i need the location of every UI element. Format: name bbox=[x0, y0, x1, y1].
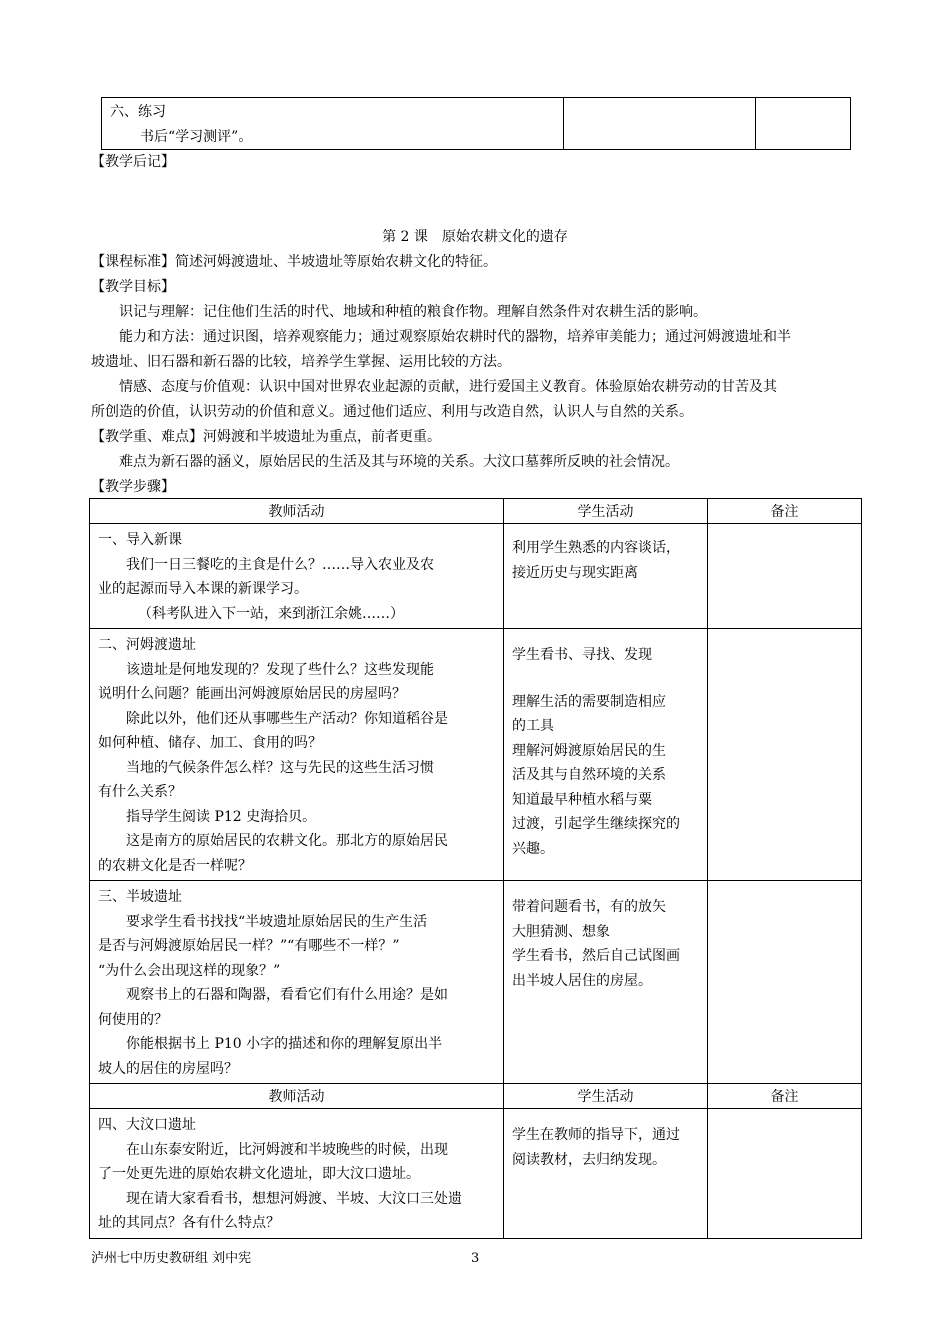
teacher-line: 说明什么问题？能画出河姆渡原始居民的房屋吗？ bbox=[98, 686, 406, 702]
teacher-line: 现在请大家看看书，想想河姆渡、半坡、大汶口三处遗 bbox=[126, 1190, 462, 1207]
student-line: 理解河姆渡原始居民的生 bbox=[512, 742, 666, 759]
teacher-line: 该遗址是何地发现的？发现了些什么？这些发现能 bbox=[126, 661, 434, 678]
table-header-row bbox=[90, 499, 862, 524]
teacher-line: 指导学生阅读 P12 史海拾贝。 bbox=[126, 808, 317, 825]
header-student: 学生活动 bbox=[504, 499, 708, 524]
student-line: 理解生活的需要制造相应 bbox=[512, 693, 666, 710]
table-row bbox=[90, 881, 862, 1084]
student-line: 知道最早种植水稻与粟 bbox=[512, 791, 652, 808]
student-activity-cell bbox=[504, 881, 708, 1084]
teacher-line: 址的其同点？各有什么特点？ bbox=[98, 1215, 280, 1231]
teacher-line: 在山东泰安附近，比河姆渡和半坡晚些的时候，出现 bbox=[126, 1141, 448, 1158]
teaching-steps-table bbox=[89, 498, 862, 1239]
teacher-line: 有什么关系？ bbox=[98, 784, 182, 800]
teacher-line: 了一处更先进的原始农耕文化遗址，即大汶口遗址。 bbox=[98, 1166, 420, 1182]
top-table-teacher-cell bbox=[102, 98, 564, 150]
student-line: 学生看书，然后自己试图画 bbox=[512, 948, 680, 964]
student-activity-cell bbox=[504, 524, 708, 629]
header-teacher: 教师活动 bbox=[90, 499, 504, 524]
student-line bbox=[512, 1113, 701, 1123]
steps-heading: 【教学步骤】 bbox=[91, 479, 175, 495]
teacher-line: 是否与河姆渡原始居民一样？”“有哪些不一样？” bbox=[98, 938, 400, 954]
objective-ability-cont: 坡遗址、旧石器和新石器的比较，培养学生掌握、运用比较的方法。 bbox=[91, 354, 511, 370]
teacher-line: 何使用的？ bbox=[98, 1011, 168, 1028]
table-row bbox=[90, 1109, 862, 1239]
lesson-title: 第 2 课 原始农耕文化的遗存 bbox=[382, 229, 568, 245]
student-line: 阅读教材，去归纳发现。 bbox=[512, 1151, 666, 1168]
top-section-heading: 六、练习 bbox=[110, 104, 166, 120]
teacher-activity-cell bbox=[90, 629, 504, 881]
student-line: 出半坡人居住的房屋。 bbox=[512, 972, 652, 989]
student-line: 利用学生熟悉的内容谈话， bbox=[512, 540, 680, 556]
section-heading: 四、大汶口遗址 bbox=[98, 1117, 196, 1133]
note-cell bbox=[708, 1109, 862, 1239]
student-line: 学生在教师的指导下，通过 bbox=[512, 1127, 680, 1143]
student-line: 活及其与自然环境的关系 bbox=[512, 767, 666, 783]
header-note: 备注 bbox=[708, 499, 862, 524]
top-table bbox=[101, 97, 851, 150]
student-line: 学生看书、寻找、发现 bbox=[512, 647, 652, 663]
teacher-line: 你能根据书上 P10 小字的描述和你的理解复原出半 bbox=[126, 1036, 443, 1052]
footer-author: 泸州七中历史教研组 刘中宪 bbox=[91, 1251, 252, 1266]
student-line: 大胆猜测、想象 bbox=[512, 923, 610, 940]
teacher-line: （科考队进入下一站，来到浙江余姚……） bbox=[138, 605, 404, 622]
student-line: 兴趣。 bbox=[512, 840, 554, 857]
section-heading: 三、半坡遗址 bbox=[98, 889, 182, 905]
teacher-line: 的农耕文化是否一样呢？ bbox=[98, 857, 252, 874]
header-note: 备注 bbox=[708, 1084, 862, 1109]
header-teacher: 教师活动 bbox=[90, 1084, 504, 1109]
note-cell bbox=[708, 629, 862, 881]
student-line bbox=[512, 679, 701, 690]
header-student: 学生活动 bbox=[504, 1084, 708, 1109]
teacher-activity-cell bbox=[90, 881, 504, 1084]
table-row bbox=[90, 629, 862, 881]
table-header-row bbox=[90, 1084, 862, 1109]
objective-emotion-cont: 所创造的价值，认识劳动的价值和意义。通过他们适应、利用与改造自然，认识人与自然的关系。 bbox=[91, 404, 693, 420]
objective-ability: 能力和方法：通过识图，培养观察能力；通过观察原始农耕时代的器物，培养审美能力；通过河姆渡遗址和半 bbox=[119, 329, 791, 345]
student-activity-cell bbox=[504, 1109, 708, 1239]
objectives-heading: 【教学目标】 bbox=[91, 279, 175, 295]
teacher-line: 这是南方的原始居民的农耕文化。那北方的原始居民 bbox=[126, 833, 448, 849]
teacher-line: “为什么会出现这样的现象？” bbox=[98, 962, 281, 979]
student-line bbox=[512, 668, 701, 679]
student-activity-cell bbox=[504, 629, 708, 881]
student-line: 过渡，引起学生继续探究的 bbox=[512, 816, 680, 832]
teacher-line: 当地的气候条件怎么样？这与先民的这些生活习惯 bbox=[126, 759, 434, 776]
objective-knowledge: 识记与理解：记住他们生活的时代、地域和种植的粮食作物。理解自然条件对农耕生活的影响。 bbox=[119, 304, 707, 320]
student-line bbox=[512, 528, 701, 536]
teacher-line: 业的起源而导入本课的新课学习。 bbox=[98, 581, 308, 597]
teacher-line: 观察书上的石器和陶器，看看它们有什么用途？是如 bbox=[126, 987, 448, 1003]
teacher-line: 我们一日三餐吃的主食是什么？……导入农业及农 bbox=[126, 556, 434, 573]
difficult-points: 难点为新石器的涵义，原始居民的生活及其与环境的关系。大汶口墓葬所反映的社会情况。 bbox=[119, 454, 679, 470]
page-number: 3 bbox=[471, 1251, 480, 1266]
student-line: 的工具 bbox=[512, 718, 554, 734]
key-points: 【教学重、难点】河姆渡和半坡遗址为重点，前者更重。 bbox=[91, 429, 441, 445]
course-standard: 【课程标准】简述河姆渡遗址、半坡遗址等原始农耕文化的特征。 bbox=[91, 254, 497, 270]
student-line bbox=[512, 633, 701, 643]
objective-emotion: 情感、态度与价值观：认识中国对世界农业起源的贡献，进行爱国主义教育。体验原始农耕劳动的甘苦及其 bbox=[119, 379, 777, 395]
teacher-line: 除此以外，他们还从事哪些生产活动？你知道稻谷是 bbox=[126, 710, 448, 727]
note-cell bbox=[708, 524, 862, 629]
teacher-line: 坡人的居住的房屋吗？ bbox=[98, 1060, 238, 1077]
section-heading: 二、河姆渡遗址 bbox=[98, 637, 196, 653]
teacher-activity-cell bbox=[90, 1109, 504, 1239]
lesson-body bbox=[91, 250, 871, 500]
student-line: 接近历史与现实距离 bbox=[512, 564, 638, 581]
note-cell bbox=[708, 881, 862, 1084]
table-row bbox=[90, 524, 862, 629]
top-table-note-cell bbox=[756, 98, 851, 150]
student-line bbox=[512, 885, 701, 895]
teacher-activity-cell bbox=[90, 524, 504, 629]
top-table-student-cell bbox=[564, 98, 756, 150]
afternote-heading: 【教学后记】 bbox=[91, 154, 175, 170]
teacher-line: 要求学生看书找找“半坡遗址原始居民的生产生活 bbox=[126, 913, 428, 930]
student-line: 带着问题看书，有的放矢 bbox=[512, 899, 666, 915]
section-heading: 一、导入新课 bbox=[98, 532, 182, 548]
top-section-text: 书后“学习测评”。 bbox=[140, 128, 253, 145]
teacher-line: 如何种植、储存、加工、食用的吗？ bbox=[98, 735, 322, 751]
